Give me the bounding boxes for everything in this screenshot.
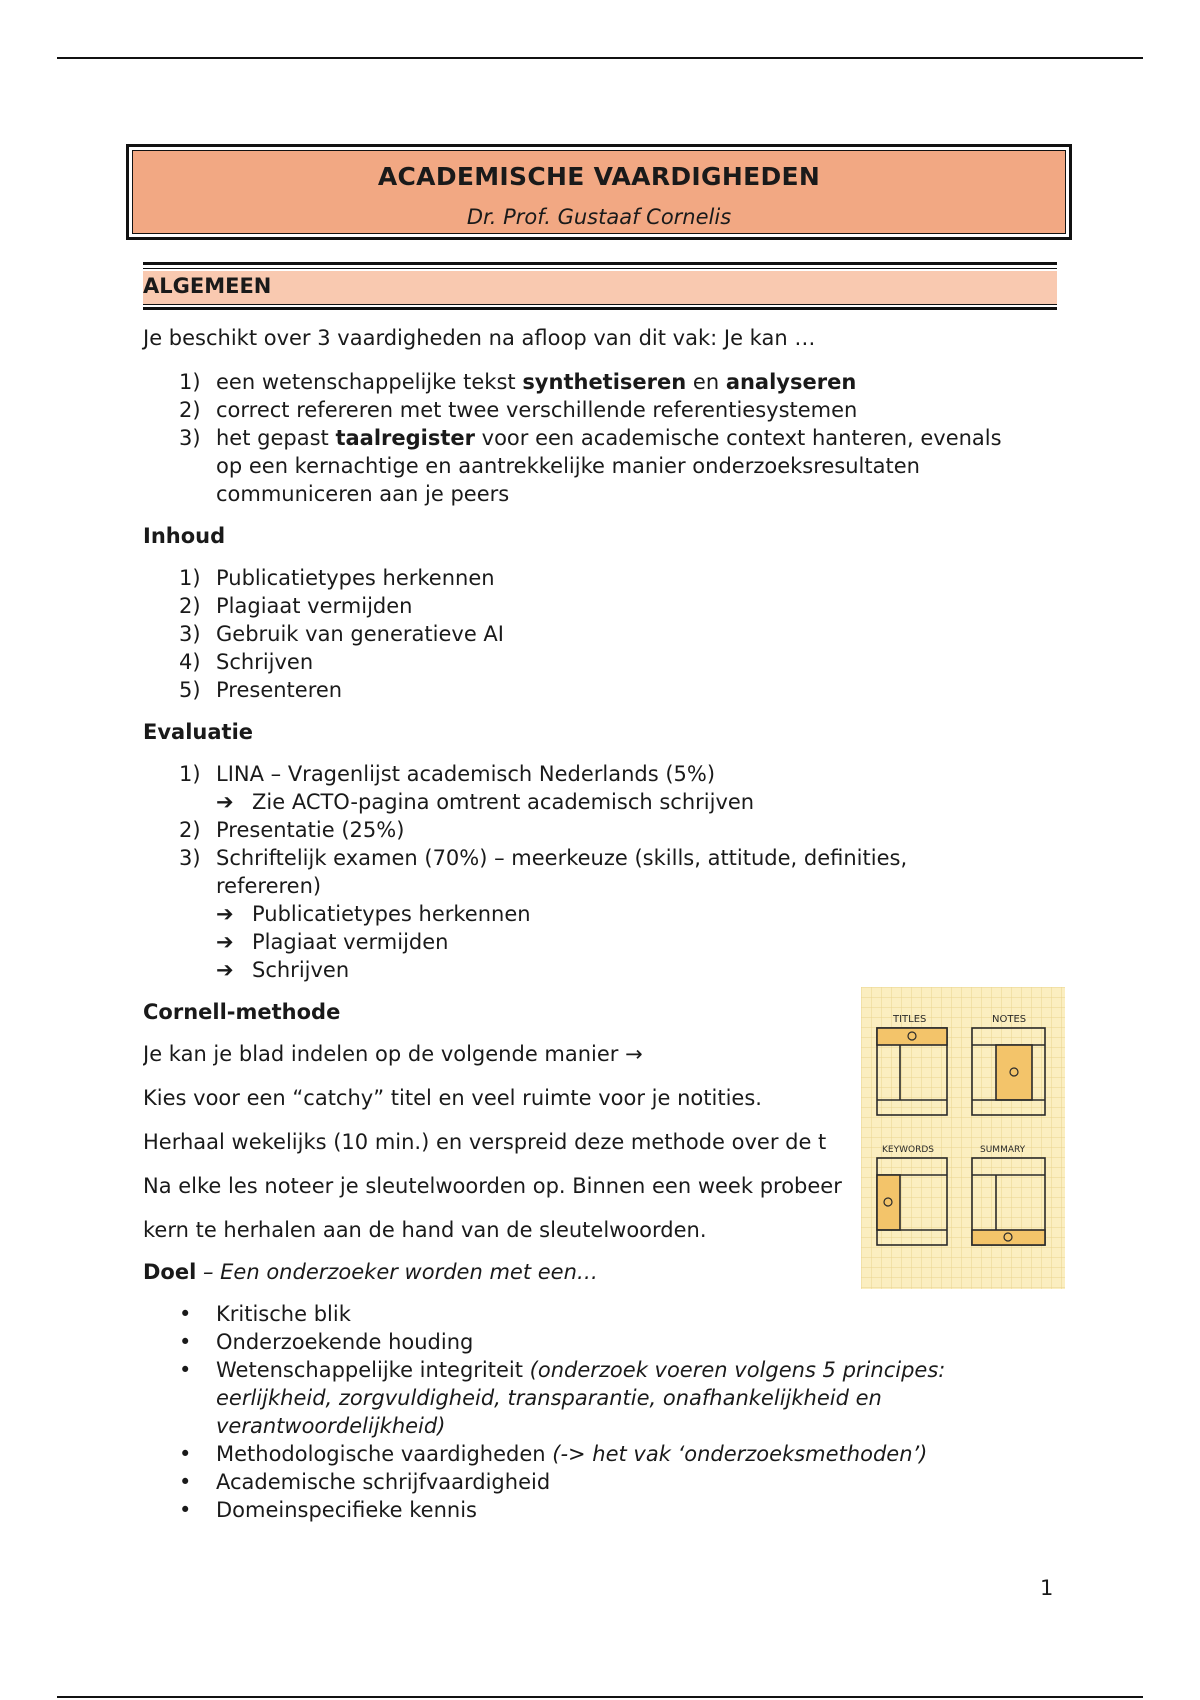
document-body [143,324,1063,1524]
list-item [143,1496,1063,1524]
list-number: 3) [179,622,201,646]
document-author: Dr. Prof. Gustaaf Cornelis [466,205,732,229]
list-item [143,1440,1063,1468]
doel-label: Doel [143,1260,197,1284]
italic-run: (-> het vak ‘onderzoeksmethoden’) [552,1442,928,1466]
text-run: het gepast [216,426,336,450]
list-item [143,1468,1063,1496]
text-run: voor een academische context hanteren, evenals [474,426,1002,450]
top-rule [57,57,1143,59]
list-item [143,396,1063,424]
arrow-icon: ➔ [216,930,234,954]
document-title: ACADEMISCHE VAARDIGHEDEN [377,162,821,191]
cornell-paragraph: kern te herhalen aan de hand van de sleutelwoorden. [143,1218,707,1242]
text-run: Schrijven [252,958,350,982]
list-item [143,424,1063,508]
list-item [143,844,1063,984]
list-item [143,760,1063,816]
sketch-label-titles: TITLES [893,1014,927,1025]
list-item [143,368,1063,396]
cornell-sketch-image [861,987,1065,1289]
italic-run: eerlijkheid, zorgvuldigheid, transparantie, onafhankelijkheid en [216,1386,882,1410]
cornell-paragraph: Je kan je blad indelen op de volgende manier → [143,1042,643,1066]
list-item [143,648,1063,676]
text-run: Onderzoekende houding [216,1330,474,1354]
italic-run: verantwoordelijkheid) [216,1414,446,1438]
heading-cornell: Cornell-methode [143,1000,341,1024]
text-run: Zie ACTO-pagina omtrent academisch schrijven [252,790,755,814]
intro-paragraph: Je beschikt over 3 vaardigheden na afloop van dit vak: Je kan … [143,326,816,350]
list-item [143,1300,1063,1328]
bullet-icon: • [179,1302,192,1326]
text-run: en [686,370,726,394]
list-number: 2) [179,818,201,842]
goal-list [143,1300,1063,1524]
text-run: Presenteren [216,678,343,702]
sketch-label-keywords: KEYWORDS [882,1145,934,1155]
list-item [143,1356,1063,1440]
sketch-label-summary: SUMMARY [980,1145,1026,1155]
list-number: 4) [179,650,201,674]
list-number: 1) [179,762,201,786]
text-run: Academische schrijfvaardigheid [216,1470,551,1494]
list-item [143,592,1063,620]
list-number: 2) [179,398,201,422]
list-item [143,620,1063,648]
arrow-subitem [216,956,1063,984]
text-run: refereren) [216,874,322,898]
skills-list [143,368,1063,508]
list-number: 5) [179,678,201,702]
arrow-subitem [216,788,1063,816]
text-run: communiceren aan je peers [216,482,510,506]
arrow-icon: ➔ [216,790,234,814]
heading-evaluatie: Evaluatie [143,720,254,744]
list-item [143,564,1063,592]
text-run: Wetenschappelijke integriteit [216,1358,530,1382]
text-run: Gebruik van generatieve AI [216,622,504,646]
bold-term: synthetiseren [522,370,687,394]
text-run: een wetenschappelijke tekst [216,370,523,394]
arrow-icon: ➔ [216,902,234,926]
text-run: LINA – Vragenlijst academisch Nederlands (5%) [216,762,716,786]
bold-term: taalregister [335,426,475,450]
evaluation-list [143,760,1063,984]
list-item [143,816,1063,844]
text-run: Presentatie (25%) [216,818,405,842]
text-run: Publicatietypes herkennen [216,566,495,590]
list-item [143,1328,1063,1356]
bullet-icon: • [179,1498,192,1522]
text-run: op een kernachtige en aantrekkelijke manier onderzoeksresultaten [216,454,920,478]
text-run: Plagiaat vermijden [252,930,449,954]
section-title: ALGEMEEN [143,274,272,298]
list-number: 1) [179,370,201,394]
page-number: 1 [1040,1576,1054,1600]
bullet-icon: • [179,1442,192,1466]
text-run: Kritische blik [216,1302,351,1326]
cornell-paragraph: Kies voor een “catchy” titel en veel ruimte voor je notities. [143,1086,762,1110]
list-number: 3) [179,846,201,870]
list-item [143,676,1063,704]
list-number: 1) [179,566,201,590]
cornell-paragraph: Herhaal wekelijks (10 min.) en verspreid deze methode over de t [143,1130,827,1154]
bottom-rule [57,1696,1143,1698]
text-run: Schriftelijk examen (70%) – meerkeuze (skills, attitude, definities, [216,846,908,870]
arrow-subitem [216,928,1063,956]
list-number: 3) [179,426,201,450]
heading-inhoud: Inhoud [143,524,226,548]
title-box [126,144,1072,240]
text-run: Methodologische vaardigheden [216,1442,553,1466]
italic-run: (onderzoek voeren volgens 5 principes: [529,1358,946,1382]
sketch-label-notes: NOTES [992,1014,1027,1025]
bullet-icon: • [179,1358,192,1382]
bullet-icon: • [179,1470,192,1494]
bullet-icon: • [179,1330,192,1354]
text-run: correct refereren met twee verschillende referentiesystemen [216,398,858,422]
text-run: Publicatietypes herkennen [252,902,531,926]
doel-subtitle: – Een onderzoeker worden met een… [196,1260,598,1284]
list-number: 2) [179,594,201,618]
cornell-paragraph: Na elke les noteer je sleutelwoorden op. Binnen een week probeer [143,1174,842,1198]
content-list [143,564,1063,704]
arrow-icon: ➔ [216,958,234,982]
arrow-subitem [216,900,1063,928]
text-run: Domeinspecifieke kennis [216,1498,477,1522]
text-run: Schrijven [216,650,314,674]
text-run: Plagiaat vermijden [216,594,413,618]
section-header-algemeen [143,262,1057,310]
bold-term: analyseren [725,370,857,394]
